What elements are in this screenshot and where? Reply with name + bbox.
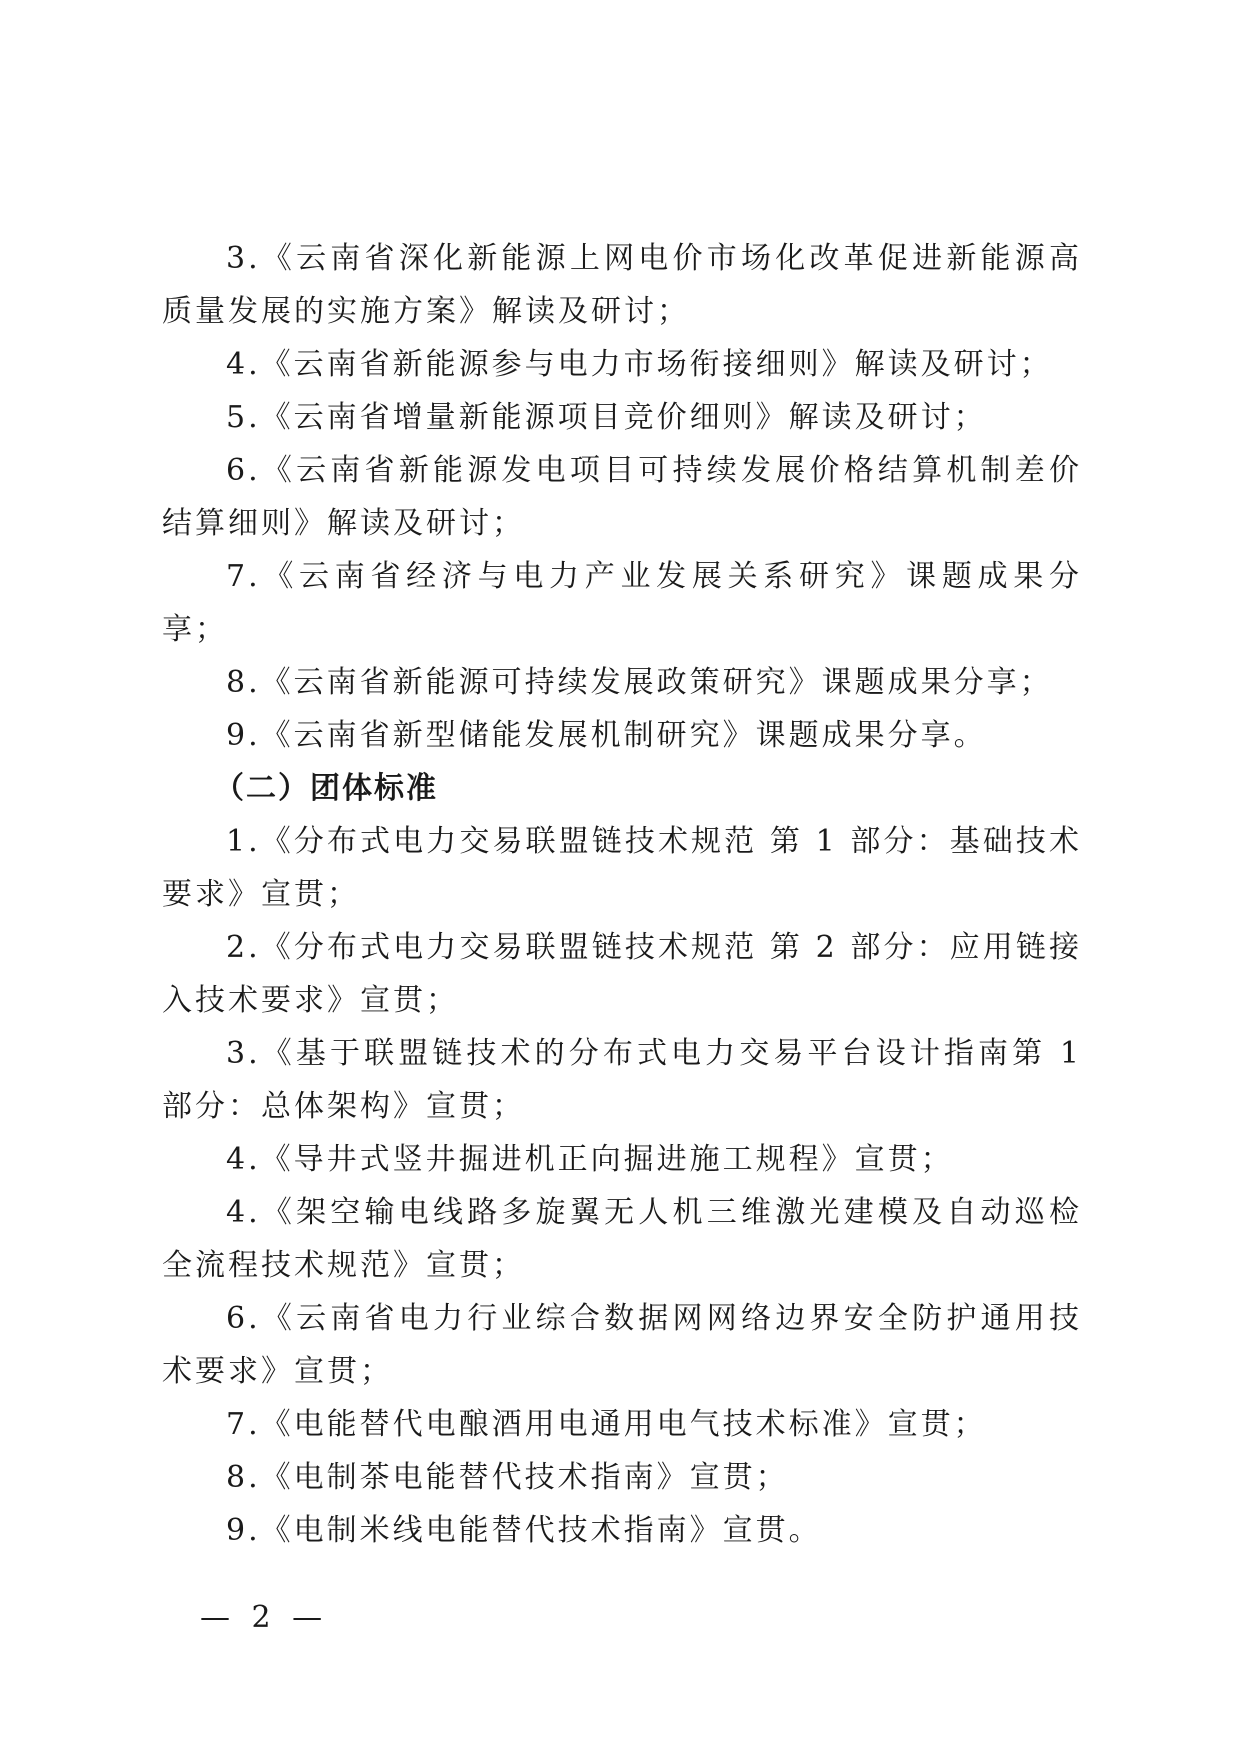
list-item: 7.《云南省经济与电力产业发展关系研究》课题成果分享； — [162, 559, 1082, 647]
list-item: 6.《云南省新能源发电项目可持续发展价格结算机制差价结算细则》解读及研讨； — [162, 453, 1082, 541]
list-item: 5.《云南省增量新能源项目竞价细则》解读及研讨； — [226, 400, 987, 435]
list-item: 6.《云南省电力行业综合数据网网络边界安全防护通用技术要求》宣贯； — [162, 1301, 1082, 1389]
list-item: 8.《云南省新能源可持续发展政策研究》课题成果分享； — [226, 665, 1053, 700]
list-item: 9.《云南省新型储能发展机制研究》课题成果分享。 — [226, 718, 987, 753]
section-heading: （二）团体标准 — [214, 771, 438, 806]
list-item: 8.《电制茶电能替代技术指南》宣贯； — [226, 1460, 789, 1495]
list-item: 1.《分布式电力交易联盟链技术规范 第 1 部分：基础技术要求》宣贯； — [162, 824, 1082, 912]
list-item: 4.《架空输电线路多旋翼无人机三维激光建模及自动巡检全流程技术规范》宣贯； — [162, 1195, 1082, 1283]
list-item: 4.《云南省新能源参与电力市场衔接细则》解读及研讨； — [226, 347, 1053, 382]
list-item: 7.《电能替代电酿酒用电通用电气技术标准》宣贯； — [226, 1407, 987, 1442]
document-body — [162, 232, 1082, 1557]
list-item: 4.《导井式竖井掘进机正向掘进施工规程》宣贯； — [226, 1142, 954, 1177]
page-number: — 2 — — [200, 1600, 329, 1635]
list-item: 3.《云南省深化新能源上网电价市场化改革促进新能源高质量发展的实施方案》解读及研讨； — [162, 241, 1082, 329]
list-item: 2.《分布式电力交易联盟链技术规范 第 2 部分：应用链接入技术要求》宣贯； — [162, 930, 1082, 1018]
list-item: 3.《基于联盟链技术的分布式电力交易平台设计指南第 1 部分：总体架构》宣贯； — [162, 1036, 1082, 1124]
list-item: 9.《电制米线电能替代技术指南》宣贯。 — [226, 1513, 822, 1548]
